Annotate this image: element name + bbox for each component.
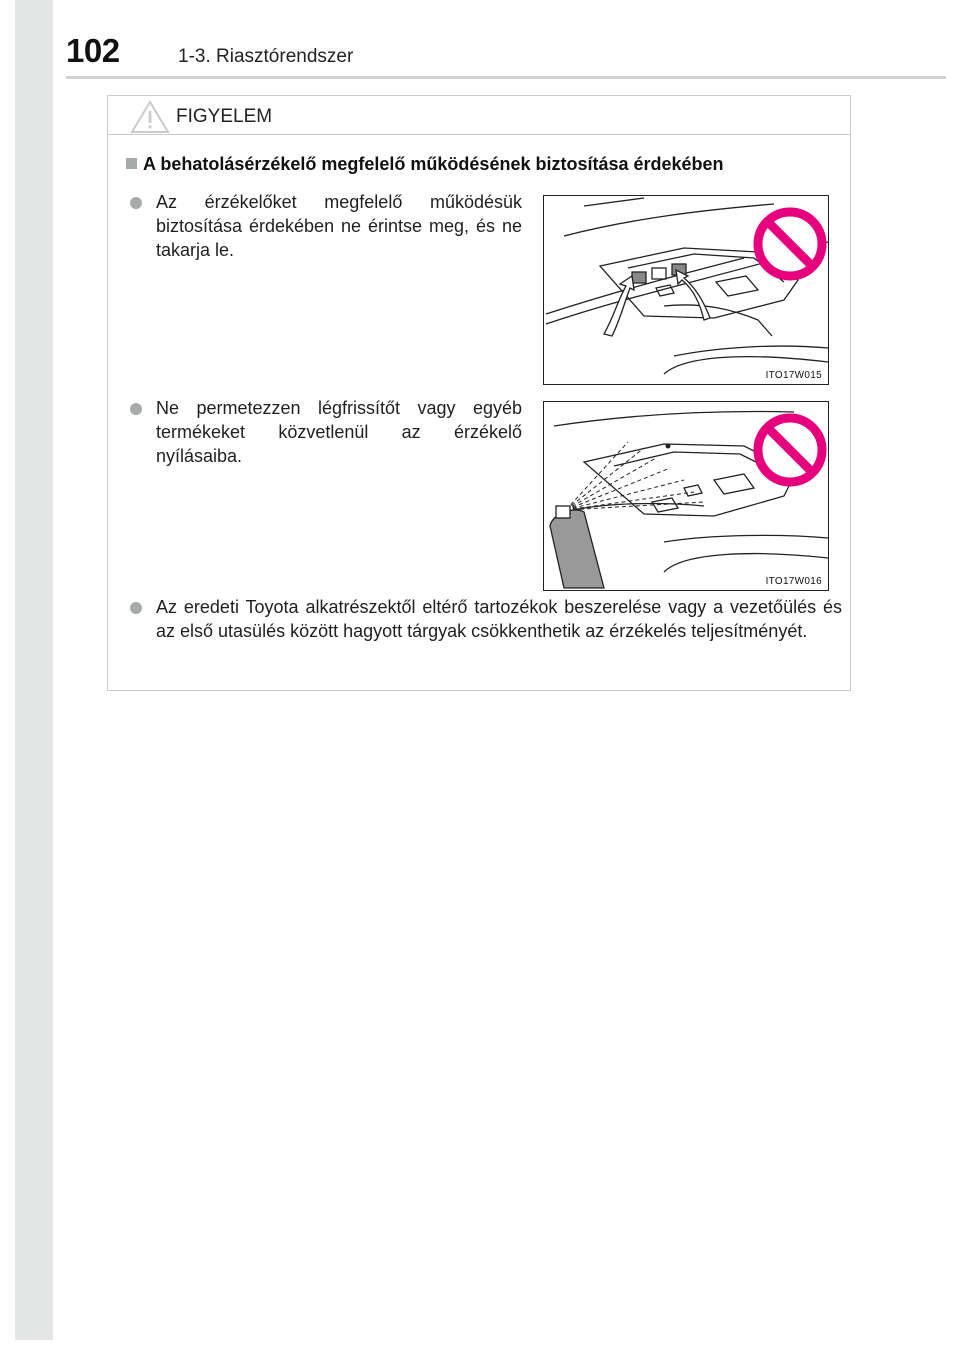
square-bullet-icon bbox=[126, 158, 137, 169]
warning-item-1: Az érzékelőket megfelelő működésük biztosítása érdekében ne érintse meg, és ne takarja le. bbox=[156, 192, 522, 260]
figure-code: ITO17W016 bbox=[765, 576, 822, 587]
warning-header bbox=[108, 96, 850, 135]
bullet-icon bbox=[130, 602, 142, 614]
figure-dont-spray-sensors bbox=[543, 401, 829, 591]
warning-title: FIGYELEM bbox=[176, 106, 273, 127]
bullet-icon bbox=[130, 403, 142, 415]
header-divider bbox=[66, 76, 946, 79]
warning-box bbox=[107, 95, 851, 691]
subheading-text: A behatolásérzékelő megfelelő működésének biztosítása érdekében bbox=[143, 154, 724, 174]
bullet-icon bbox=[130, 197, 142, 209]
side-strip bbox=[15, 0, 53, 1340]
figure-code: ITO17W015 bbox=[765, 370, 822, 381]
warning-subheading bbox=[126, 154, 724, 175]
figure-dont-touch-sensors bbox=[543, 195, 829, 385]
warning-triangle-icon bbox=[130, 100, 170, 134]
warning-item-3: Az eredeti Toyota alkatrészektől eltérő tartozékok beszerelése vagy a vezetőülés és az első utasülés között hagyott tárgyak csökkenthetik az érzékelés teljesítményét. bbox=[156, 597, 842, 641]
page-number: 102 bbox=[66, 32, 120, 69]
section-title: 1-3. Riasztórendszer bbox=[178, 46, 354, 67]
warning-item-2: Ne permetezzen légfrissítőt vagy egyéb termékeket közvetlenül az érzékelő nyílásaiba. bbox=[156, 398, 522, 466]
